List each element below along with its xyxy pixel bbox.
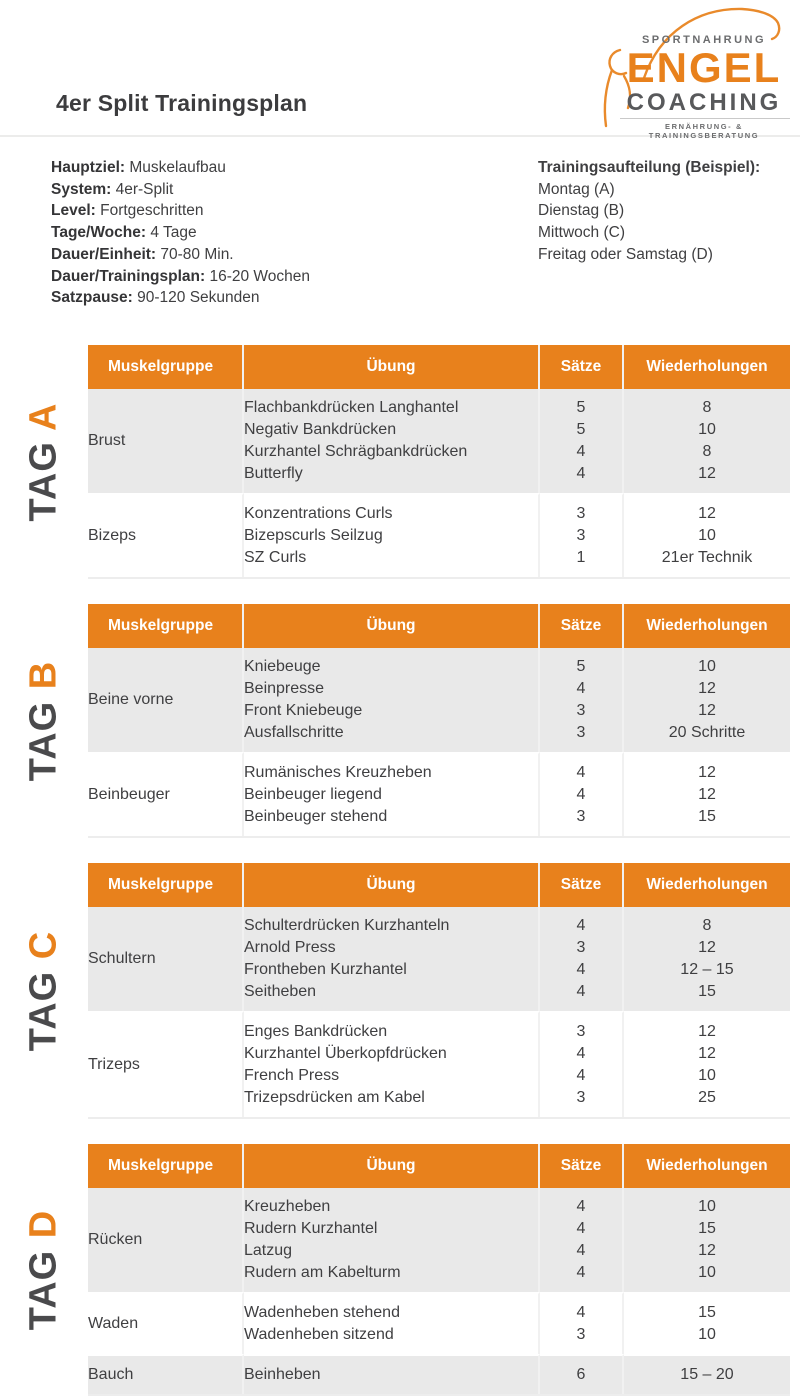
table-head [88,604,790,648]
exercise-sets: 3 [576,701,586,719]
exercise-name: Konzentrations Curls [244,504,393,522]
muscle-group-row [88,493,790,577]
exercise-cell [244,493,540,577]
exercise-reps: 10 [698,1263,716,1281]
column-header-wiederholungen: Wiederholungen [624,863,790,907]
sets-cell [540,1188,624,1292]
exercise-cell [244,1188,540,1292]
exercise-cell [244,1011,540,1117]
exercise-name: Beinheben [244,1365,321,1383]
column-header-uebung: Übung [244,1144,540,1188]
training-table-a [88,345,790,579]
plan-fact-label: Dauer/Trainingsplan: [51,267,206,285]
muscle-name-cell: Trizeps [88,1011,244,1117]
exercise-cell [244,1354,540,1394]
exercise-reps: 12 [698,464,716,482]
column-header-wiederholungen: Wiederholungen [624,345,790,389]
muscle-name-cell: Beine vorne [88,648,244,752]
day-label-letter: B [22,660,65,690]
exercise-sets: 3 [576,723,586,741]
column-header-uebung: Übung [244,345,540,389]
muscle-name-cell: Bizeps [88,493,244,577]
column-header-saetze: Sätze [540,604,624,648]
muscle-group-row [88,1354,790,1394]
exercise-name: Wadenheben sitzend [244,1325,394,1343]
muscle-group-row [88,752,790,836]
plan-fact: System: 4er-Split [51,180,174,198]
day-label [23,661,66,781]
column-header-uebung: Übung [244,863,540,907]
reps-cell [624,648,790,752]
table-header-row [88,604,790,648]
exercise-name: Ausfallschritte [244,723,344,741]
column-header-saetze: Sätze [540,863,624,907]
day-label-tag: TAG [22,689,65,782]
exercise-name: French Press [244,1066,340,1084]
table-body [88,389,790,577]
brand-logo [590,4,794,140]
reps-cell [624,389,790,493]
exercise-name: Butterfly [244,464,303,482]
day-label [23,402,66,521]
exercise-sets: 4 [576,1044,586,1062]
reps-cell [624,1292,790,1354]
table-header-row [88,1144,790,1188]
exercise-cell [244,907,540,1011]
logo-tagline-text: ERNÄHRUNG- & TRAININGSBERATUNG [648,122,760,140]
exercise-cell [244,648,540,752]
exercise-name: Rumänisches Kreuzheben [244,763,432,781]
exercise-name: Trizepsdrücken am Kabel [244,1088,425,1106]
reps-cell [624,1011,790,1117]
muscle-name-cell: Rücken [88,1188,244,1292]
exercise-name: Seitheben [244,982,317,1000]
exercise-reps: 10 [698,1066,716,1084]
training-table-c [88,863,790,1119]
plan-fact-label: Tage/Woche: [51,224,147,242]
exercise-sets: 5 [576,657,586,675]
sets-cell [540,493,624,577]
exercise-sets: 4 [576,960,586,978]
exercise-name: Beinbeuger liegend [244,785,382,803]
exercise-sets: 4 [576,1303,586,1321]
reps-cell [624,752,790,836]
plan-fact: Dauer/Einheit: 70-80 Min. [51,245,234,263]
day-label-letter: D [22,1209,65,1239]
logo-engel-text: ENGEL [626,44,782,91]
muscle-name-cell: Schultern [88,907,244,1011]
training-split-day: Dienstag (B) [538,202,625,220]
sets-cell [540,907,624,1011]
muscle-group-row [88,1011,790,1117]
day-section-c [0,863,800,1119]
exercise-cell [244,1292,540,1354]
exercise-reps: 12 [698,785,716,803]
muscle-group-row [88,907,790,1011]
day-section-a [0,345,800,579]
exercise-sets: 3 [576,1325,586,1343]
exercise-reps: 8 [702,916,712,934]
reps-cell [624,1354,790,1394]
muscle-group-row [88,648,790,752]
exercise-sets: 4 [576,464,586,482]
exercise-sets: 4 [576,763,586,781]
day-label-letter: C [22,930,65,960]
column-header-muskelgruppe: Muskelgruppe [88,345,244,389]
exercise-reps: 12 – 15 [680,960,734,978]
exercise-reps: 15 [698,807,716,825]
muscle-group-row [88,1188,790,1292]
exercise-name: Arnold Press [244,938,336,956]
training-table-d [88,1144,790,1396]
exercise-reps: 12 [698,1241,716,1259]
page-header [0,0,800,140]
day-gutter [0,1144,88,1396]
table-head [88,1144,790,1188]
exercise-name: Wadenheben stehend [244,1303,400,1321]
exercise-sets: 4 [576,916,586,934]
exercise-sets: 5 [576,398,586,416]
day-gutter [0,604,88,838]
day-label-tag: TAG [22,959,65,1052]
exercise-sets: 5 [576,420,586,438]
column-header-muskelgruppe: Muskelgruppe [88,604,244,648]
exercise-reps: 12 [698,679,716,697]
muscle-group-row [88,389,790,493]
exercise-reps: 12 [698,1044,716,1062]
logo-coaching-text: COACHING [626,89,782,116]
day-label [23,931,66,1051]
exercise-name: Kurzhantel Schrägbankdrücken [244,442,468,460]
exercise-name: Beinpresse [244,679,325,697]
plan-fact: Satzpause: 90-120 Sekunden [51,289,260,307]
muscle-name-cell: Waden [88,1292,244,1354]
exercise-sets: 4 [576,1263,586,1281]
plan-fact-label: Dauer/Einheit: [51,245,157,263]
exercise-name: SZ Curls [244,548,307,566]
exercise-name: Latzug [244,1241,293,1259]
training-split-days [538,179,760,266]
exercise-sets: 4 [576,785,586,803]
plan-fact: Hauptziel: Muskelaufbau [51,159,226,176]
plan-fact-label: Hauptziel: [51,159,126,176]
exercise-reps: 15 – 20 [680,1365,734,1383]
exercise-name: Kreuzheben [244,1197,331,1215]
exercise-name: Schulterdrücken Kurzhanteln [244,916,450,934]
day-label [23,1210,66,1330]
exercise-cell [244,752,540,836]
exercise-cell [244,389,540,493]
exercise-reps: 15 [698,982,716,1000]
reps-cell [624,1188,790,1292]
column-header-wiederholungen: Wiederholungen [624,604,790,648]
page-title: 4er Split Trainingsplan [56,90,308,116]
exercise-reps: 12 [698,1022,716,1040]
sets-cell [540,1011,624,1117]
plan-fact: Tage/Woche: 4 Tage [51,224,197,242]
table-head [88,863,790,907]
exercise-name: Front Kniebeuge [244,701,363,719]
exercise-reps: 10 [698,657,716,675]
exercise-reps: 8 [702,442,712,460]
exercise-sets: 3 [576,938,586,956]
exercise-reps: 12 [698,763,716,781]
table-body [88,648,790,836]
exercise-name: Rudern Kurzhantel [244,1219,378,1237]
muscle-name-cell: Brust [88,389,244,493]
exercise-name: Enges Bankdrücken [244,1022,388,1040]
day-label-tag: TAG [22,1238,65,1331]
plan-facts [51,157,538,309]
plan-info [0,137,800,309]
day-gutter [0,863,88,1119]
exercise-reps: 21er Technik [661,548,753,566]
exercise-sets: 4 [576,1241,586,1259]
plan-fact: Level: Fortgeschritten [51,202,204,220]
exercise-name: Kurzhantel Überkopfdrücken [244,1044,447,1062]
column-header-saetze: Sätze [540,345,624,389]
day-tables [0,345,800,1396]
plan-fact: Dauer/Trainingsplan: 16-20 Wochen [51,267,311,285]
exercise-name: Flachbankdrücken Langhantel [244,398,459,416]
exercise-sets: 6 [576,1365,586,1383]
exercise-reps: 20 Schritte [668,723,746,741]
exercise-sets: 4 [576,1197,586,1215]
column-header-wiederholungen: Wiederholungen [624,1144,790,1188]
reps-cell [624,907,790,1011]
day-section-b [0,604,800,838]
exercise-reps: 10 [698,1197,716,1215]
column-header-muskelgruppe: Muskelgruppe [88,1144,244,1188]
exercise-name: Negativ Bankdrücken [244,420,397,438]
exercise-sets: 3 [576,526,586,544]
plan-fact-label: System: [51,180,112,198]
column-header-uebung: Übung [244,604,540,648]
table-body [88,907,790,1117]
muscle-group-row [88,1292,790,1354]
exercise-sets: 3 [576,807,586,825]
exercise-sets: 4 [576,1066,586,1084]
exercise-sets: 4 [576,1219,586,1237]
exercise-reps: 25 [698,1088,716,1106]
table-head [88,345,790,389]
training-split-heading: Trainingsaufteilung (Beispiel): [538,159,761,176]
sets-cell [540,1354,624,1394]
sets-cell [540,752,624,836]
sets-cell [540,1292,624,1354]
muscle-name-cell: Beinbeuger [88,752,244,836]
exercise-reps: 12 [698,701,716,719]
sets-cell [540,389,624,493]
exercise-reps: 8 [702,398,712,416]
exercise-reps: 10 [698,420,716,438]
reps-cell [624,493,790,577]
plan-fact-label: Level: [51,202,96,220]
logo-sportnahrung-text: SPORTNAHRUNG [641,34,767,46]
exercise-name: Bizepscurls Seilzug [244,526,383,544]
table-header-row [88,345,790,389]
column-header-muskelgruppe: Muskelgruppe [88,863,244,907]
exercise-name: Kniebeuge [244,657,321,675]
logo-divider [620,118,790,119]
exercise-reps: 15 [698,1303,716,1321]
muscle-name-cell: Bauch [88,1354,244,1394]
exercise-reps: 10 [698,1325,716,1343]
day-gutter [0,345,88,579]
exercise-sets: 4 [576,442,586,460]
exercise-name: Beinbeuger stehend [244,807,388,825]
exercise-sets: 4 [576,982,586,1000]
exercise-name: Frontheben Kurzhantel [244,960,407,978]
training-split-day: Montag (A) [538,180,615,198]
day-section-d [0,1144,800,1396]
table-header-row [88,863,790,907]
training-split-day: Freitag oder Samstag (D) [538,245,713,263]
exercise-sets: 4 [576,679,586,697]
exercise-reps: 15 [698,1219,716,1237]
day-label-letter: A [22,402,65,431]
table-body [88,1188,790,1394]
exercise-sets: 1 [576,548,586,566]
column-header-saetze: Sätze [540,1144,624,1188]
training-split-day: Mittwoch (C) [538,224,625,242]
exercise-sets: 3 [576,1022,586,1040]
training-split [538,157,760,309]
exercise-reps: 10 [698,526,716,544]
plan-fact-label: Satzpause: [51,289,133,307]
exercise-sets: 3 [576,504,586,522]
day-label-tag: TAG [22,430,65,522]
exercise-reps: 12 [698,938,716,956]
exercise-reps: 12 [698,504,716,522]
exercise-name: Rudern am Kabelturm [244,1263,401,1281]
sets-cell [540,648,624,752]
exercise-sets: 3 [576,1088,586,1106]
training-table-b [88,604,790,838]
